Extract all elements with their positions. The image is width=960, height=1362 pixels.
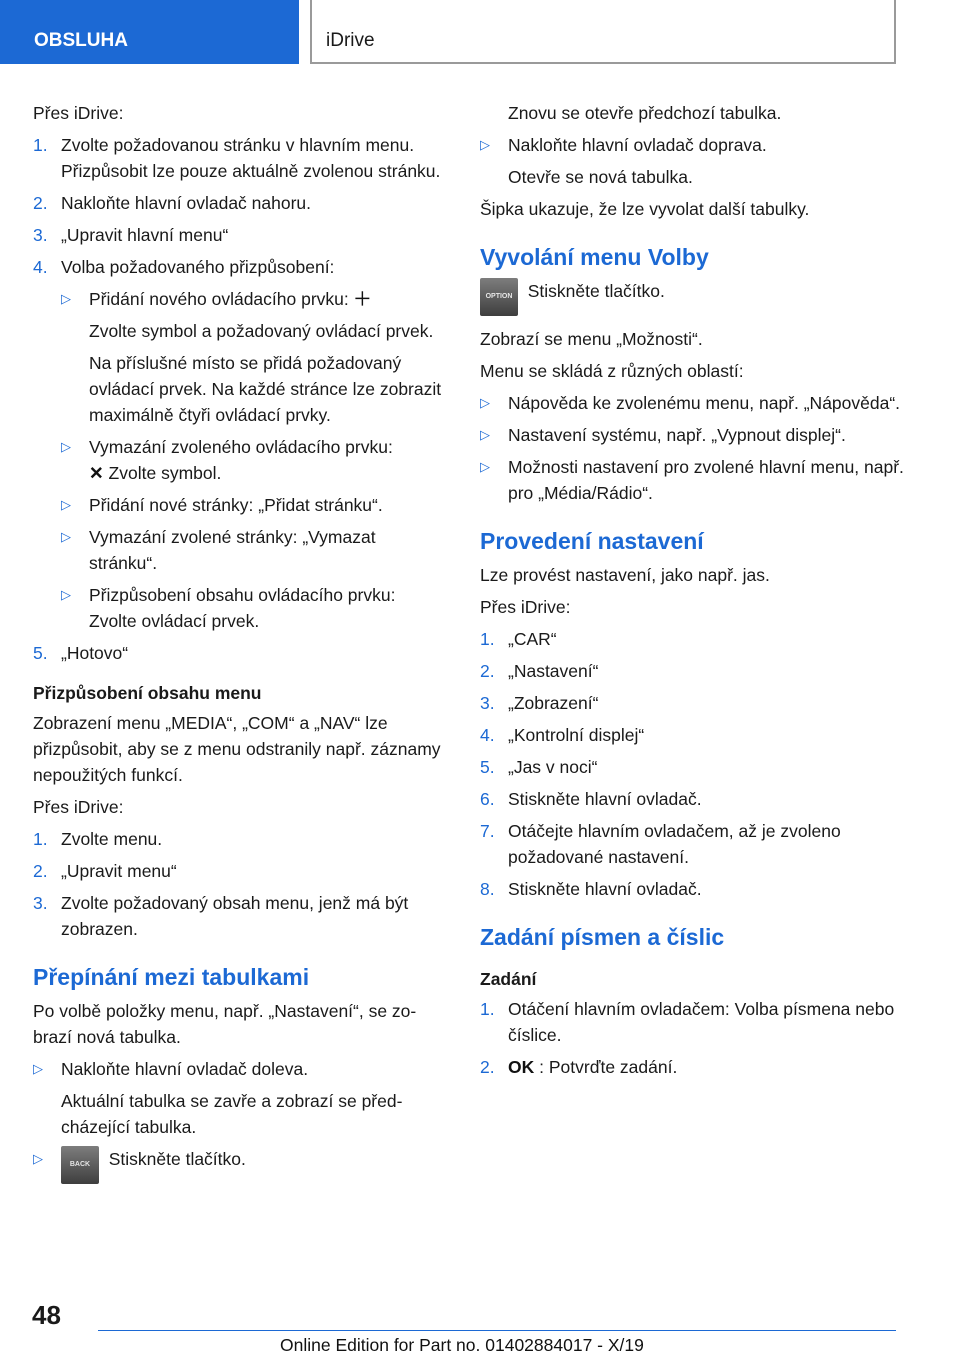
triangle-bullet-icon: ▷ [61, 529, 71, 544]
bullet-item: ▷ BACK Stiskněte tlačítko. [33, 1146, 443, 1184]
triangle-bullet-icon: ▷ [33, 1151, 43, 1166]
bullet-item: ▷ Přidání nové stránky: „Přidat stránku“. [61, 492, 443, 518]
list-item: 3. Zvolte požadovaný obsah menu, jenž má být zobrazen. [33, 893, 409, 939]
intro-text: Přes iDrive: [33, 797, 124, 817]
paragraph: Zobrazení menu „MEDIA“, „COM“ a „NAV“ lze přizpůsobit, aby se z menu odstranily např. záznamy nepoužitých funkcí. [33, 713, 441, 785]
list-item: 2. OK : Potvrďte zadání. [480, 1057, 678, 1077]
list-item: 2. „Upravit menu“ [33, 861, 177, 881]
ok-icon: OK [508, 1057, 535, 1077]
triangle-bullet-icon: ▷ [33, 1061, 43, 1076]
paragraph: Po volbě položky menu, např. „Nastavení“, se zobrazí nová tabulka. [33, 1001, 417, 1047]
list-item: 4. „Kontrolní displej“ [480, 725, 645, 745]
section-heading: Přepínání mezi tabulkami [33, 964, 310, 990]
back-button-icon: BACK [61, 1146, 99, 1184]
list-item: 3. „Upravit hlavní menu“ [33, 225, 229, 245]
bullet-item: ▷ Vymazání zvoleného ovládacího prvku: ✕ Zvolte symbol. [61, 434, 443, 486]
list-item: 5. „Jas v noci“ [480, 757, 598, 777]
triangle-bullet-icon: ▷ [61, 497, 71, 512]
header-section: OBSLUHA [0, 0, 299, 64]
footer-edition: Online Edition for Part no. 01402884017 - X/19 [280, 1335, 644, 1355]
plus-icon: ＋ [353, 289, 372, 309]
list-item: 1. Zvolte požadovanou stránku v hlavním menu. Přizpůsobit lze pouze aktuálně zvolenou stránku. [33, 135, 441, 181]
bullet-continuation: Zvolte symbol a požadovaný ovládací prvek. [89, 321, 434, 341]
bullet-continuation: Znovu se otevře předchozí tabulka. [508, 103, 782, 123]
triangle-bullet-icon: ▷ [480, 459, 490, 474]
section-heading: Provedení nastavení [480, 528, 704, 554]
subsection-heading: Přizpůsobení obsahu menu [33, 683, 262, 703]
list-item: 4. Volba požadovaného přizpůsobení: ▷ Přidání nového ovládacího prvku: ＋ Zvolte symbol a požadovaný ovládací prvek. Na příslušné místo se přidá požadovaný ovládací prvek. Na každé stránce lze zobrazit maximálně čtyři ovládací prvky. ▷ Vymazání zvoleného ovládacího prvku: ✕ Zvolte symbol. ▷ Přidání nové stránky: „Přidat stránku“. ▷ Vymazání zvolené stránky: „Vymazat stránku“. ▷ Přizpůsobení obsahu ovládacího prvku: Zvolte ovládací prvek. [33, 254, 443, 634]
list-item: 5. „Hotovo“ [33, 643, 129, 663]
close-icon: ✕ [89, 463, 104, 483]
triangle-bullet-icon: ▷ [61, 291, 71, 306]
paragraph: Menu se skládá z různých oblastí: [480, 361, 744, 381]
paragraph: Zobrazí se menu „Možnosti“. [480, 329, 703, 349]
subsection-heading: Zadání [480, 969, 537, 989]
list-item: 2. Nakloňte hlavní ovladač nahoru. [33, 193, 312, 213]
bullet-item: ▷ Možnosti nastavení pro zvolené hlavní menu, např. pro „Média/Rádio“. [480, 454, 905, 506]
footer-divider [98, 1330, 896, 1331]
triangle-bullet-icon: ▷ [61, 439, 71, 454]
bullet-item: ▷ Přizpůsobení obsahu ovládacího prvku: Zvolte ovládací prvek. [61, 582, 443, 634]
bullet-continuation: Otevře se nová tabulka. [508, 167, 693, 187]
paragraph: Lze provést nastavení, jako např. jas. [480, 565, 770, 585]
list-item: 1. Otáčení hlavním ovladačem: Volba písmena nebo číslice. [480, 999, 895, 1045]
option-press: OPTION Stiskněte tlačítko. [480, 278, 905, 316]
bullet-item: ▷ Přidání nového ovládacího prvku: ＋ [61, 286, 443, 312]
bullet-item: ▷ Vymazání zvolené stránky: „Vymazat stránku“. [61, 524, 443, 576]
bullet-item: ▷ Nápověda ke zvolenému menu, např. „Nápověda“. [480, 390, 905, 416]
header-chapter: iDrive [310, 0, 896, 64]
bullet-continuation: Aktuální tabulka se zavře a zobrazí se předcházející tabulka. [61, 1091, 403, 1137]
section-heading: Vyvolání menu Volby [480, 244, 709, 270]
bullet-item: ▷ Nastavení systému, např. „Vypnout displej“. [480, 422, 905, 448]
list-item: 3. „Zobrazení“ [480, 693, 599, 713]
option-button-icon: OPTION [480, 278, 518, 316]
intro-text: Přes iDrive: [480, 597, 571, 617]
list-item: 7. Otáčejte hlavním ovladačem, až je zvoleno požadované nastavení. [480, 821, 841, 867]
list-item: 1. Zvolte menu. [33, 829, 163, 849]
list-item: 2. „Nastavení“ [480, 661, 599, 681]
triangle-bullet-icon: ▷ [480, 395, 490, 410]
triangle-bullet-icon: ▷ [480, 427, 490, 442]
bullet-continuation: Na příslušné místo se přidá požadovaný ovládací prvek. Na každé stránce lze zobrazit maximálně čtyři ovládací prvky. [89, 353, 442, 425]
bullet-item: ▷ Nakloňte hlavní ovladač doprava. [480, 132, 905, 158]
bullet-item: ▷ Nakloňte hlavní ovladač doleva. [33, 1056, 443, 1082]
list-item: 8. Stiskněte hlavní ovladač. [480, 879, 702, 899]
left-column [33, 100, 443, 1190]
intro-text: Přes iDrive: [33, 103, 124, 123]
list-item: 1. „CAR“ [480, 629, 557, 649]
list-item: 6. Stiskněte hlavní ovladač. [480, 789, 702, 809]
right-column [480, 100, 905, 1086]
page-number: 48 [32, 1300, 61, 1330]
triangle-bullet-icon: ▷ [480, 137, 490, 152]
triangle-bullet-icon: ▷ [61, 587, 71, 602]
paragraph: Šipka ukazuje, že lze vyvolat další tabulky. [480, 199, 810, 219]
section-heading: Zadání písmen a číslic [480, 924, 725, 950]
